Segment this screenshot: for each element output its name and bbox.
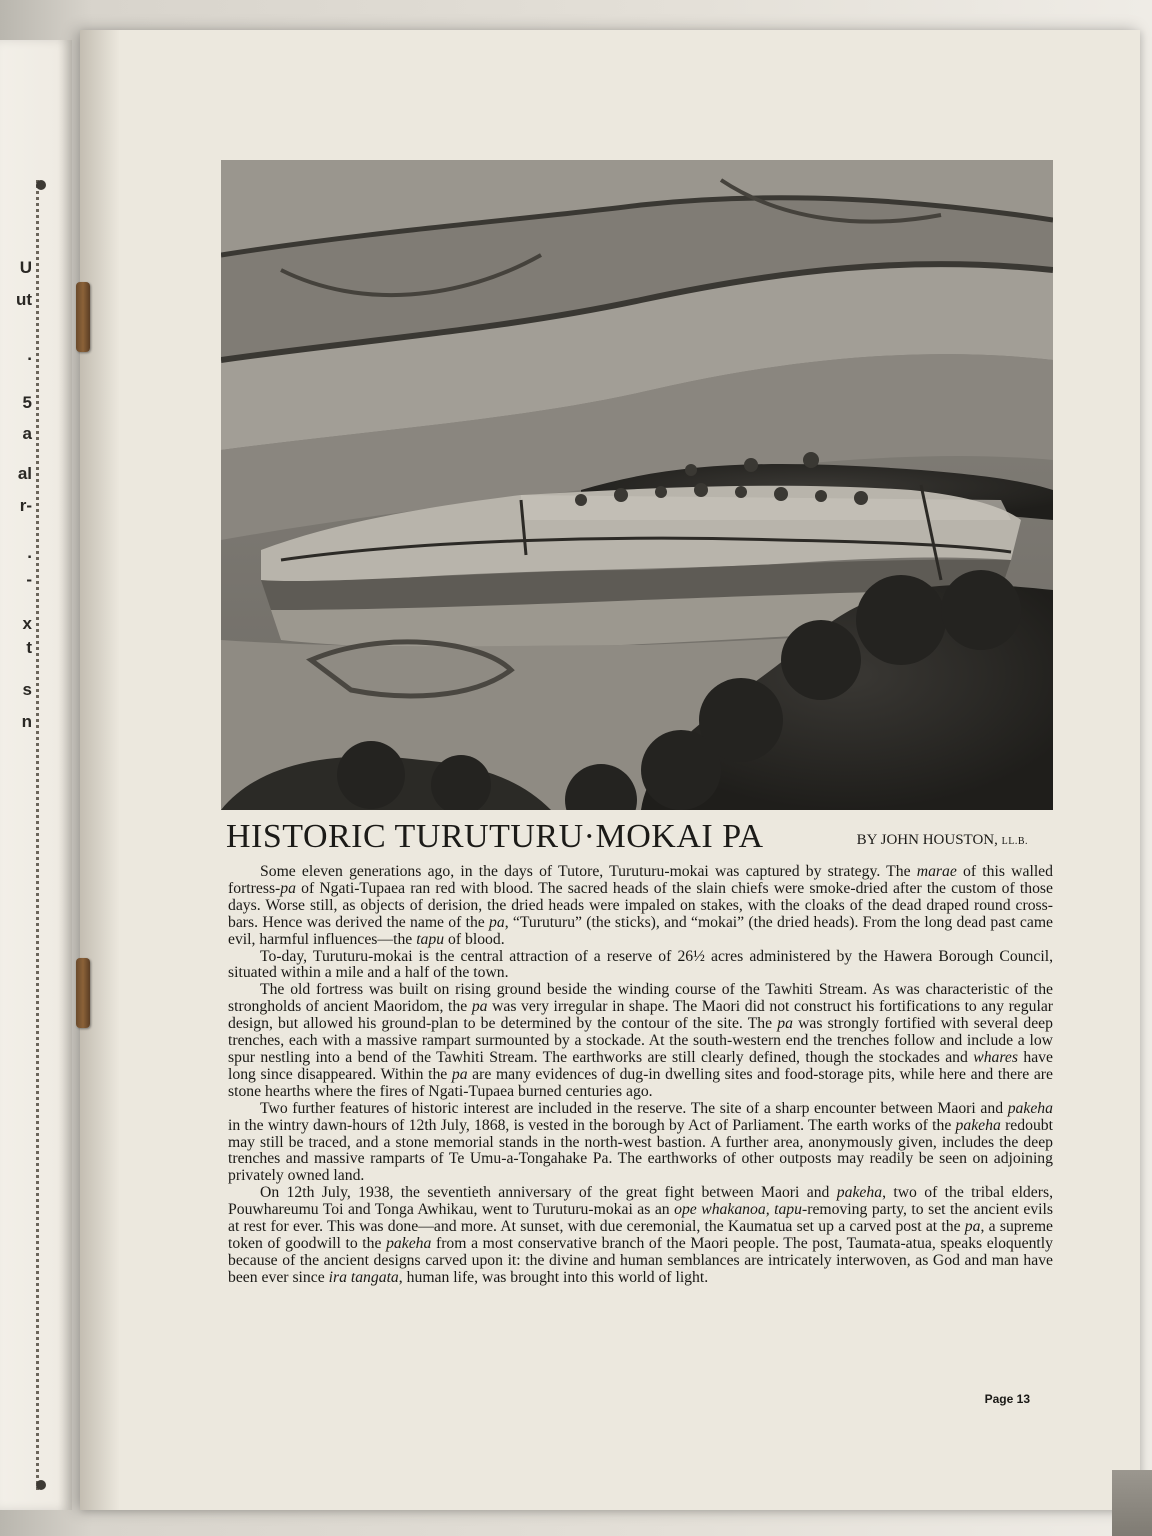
text-run: of this walled fortress- [228,863,1053,897]
byline-author: BY JOHN HOUSTON, [856,832,998,848]
article-paragraph [228,1101,1053,1186]
aerial-photo [221,160,1053,810]
left-page [0,40,72,1510]
text-run: of blood. [444,930,505,948]
text-run: -removing party, to set the ancient evils at rest for ever. This was done—and more. At sunset, with due ceremonial, the Kaumatua set up a carved post at the [228,1201,1053,1236]
italic-term: pakeha [1007,1099,1053,1117]
italic-term: ira tangata [328,1268,399,1286]
left-page-fragment: r- [19,496,32,515]
italic-term: pakeha [955,1116,1001,1134]
byline-credential: LL.B. [1001,836,1028,847]
left-page-fragment: x [22,614,32,633]
italic-term: pakeha [836,1184,883,1202]
italic-term: pa [964,1218,981,1236]
text-run: To-day, Turuturu-mokai is the central attraction of a reserve of 26½ acres administered by the Hawera Borough Council, situated within a mile and a half of the town. [228,947,1053,982]
article-paragraph [228,982,1053,1100]
left-page-ornament [36,1480,46,1490]
text-run: was strongly fortified with several deep trenches, each with a massive rampart surmounted by a stockade. At the south-western end the trenches follow and include a low spur nestling into a bend of the Tawhiti Stream. The earthworks are still clearly defined, though the stockades and [228,1015,1053,1066]
left-page-fragment: s [22,680,32,699]
italic-term: pa [489,913,505,931]
text-run: The old fortress was built on rising ground beside the winding course of the Tawhiti Stream. As was characteristic of the strongholds of ancient Maoridom, the [228,981,1053,1016]
text-run: from a most conservative branch of the Maori people. The post, Taumata-atua, speaks eloquently because of the ancient designs carved upon it: the divine and human semblances are intricately interwoven, as God and man have been ever since [228,1234,1053,1286]
left-page-ornament [36,180,46,190]
left-page-fragment: 5 [22,393,32,412]
left-page-fragment: U [19,258,32,277]
article-title: HISTORIC TURUTURU·MOKAI PA [226,818,764,855]
italic-term: pa [777,1015,793,1033]
article-paragraph [228,949,1053,983]
spine-shadow [80,30,120,1510]
text-run: , human life, was brought into this world of light. [398,1268,709,1286]
left-page-fragment: al [17,464,32,483]
text-run: have long since disappeared. Within the [228,1048,1053,1083]
italic-term: tapu [416,930,445,948]
text-run: , two of the tribal elders, Pouwhareumu Toi and Tonga Awhikau, went to Turuturu-mokai as an [228,1184,1053,1219]
staple [76,282,90,352]
italic-term: pa [471,998,488,1016]
article-body [228,864,1053,1287]
text-run: of Ngati-Tupaea ran red with blood. The sacred heads of the slain chiefs were smoke-dried after the custom of those days. Worse still, as objects of derision, the dried heads were impaled on stakes, with the cloaks of the dead draped round cross-bars. Hence was derived the name of the [228,879,1053,931]
italic-term: pa [451,1065,468,1083]
italic-term: pakeha [386,1234,432,1252]
text-run: , a supreme token of goodwill to the [228,1218,1053,1252]
article-header [226,818,1054,862]
text-run: redoubt may still be traced, and a stone memorial stands in the north-west bastion. A further area, anonymously given, includes the deep trenches and massive ramparts of Te Umu-a-Tongahake Pa. The earthworks of other outposts may readily be seen on adjoining privately owned land. [228,1116,1053,1185]
table-surface-edge [1112,1470,1152,1536]
italic-term: whares [973,1048,1018,1066]
staple [76,958,90,1028]
aerial-photo-icon [221,160,1053,810]
left-page-fragment: a [22,424,32,443]
left-page-border [36,180,49,1490]
left-page-fragment: . [27,543,32,562]
left-page-fragment: . [27,345,32,364]
left-page-fragment: n [21,712,32,731]
left-page-fragment: t [26,638,32,657]
left-page-fragment: ut [15,290,32,309]
text-run: are many evidences of dug-in dwelling sites and food-storage pits, while here and there are stone hearths where the fires of Ngati-Tupaea burned centuries ago. [228,1065,1053,1100]
text-run: was very irregular in shape. The Maori did not construct his fortifications to any regular design, but allowed his ground-plan to be determined by the contour of the site. The [228,998,1054,1033]
article-byline [857,832,1028,849]
article-paragraph [228,1185,1053,1286]
text-run: Two further features of historic interest are included in the reserve. The site of a sharp encounter between Maori and [260,1099,1008,1117]
text-run: Some eleven generations ago, in the days of Tutore, Turuturu-mokai was captured by strategy. The [260,863,917,880]
text-run: , “Turuturu” (the sticks), and “mokai” (the dried heads). From the long dead past came evil, harmful influences—the [228,913,1053,948]
left-page-fragment: - [26,570,32,589]
text-run: On 12th July, 1938, the seventieth anniversary of the great fight between Maori and [260,1184,837,1202]
italic-term: pa [280,879,296,897]
article-paragraph [228,864,1053,949]
text-run: in the wintry dawn-hours of 12th July, 1868, is vested in the borough by Act of Parliament. The earth works of the [228,1116,956,1134]
italic-term: marae [916,863,957,880]
italic-term: ope whakanoa, tapu [674,1201,802,1219]
page-number: Page 13 [984,1392,1030,1406]
